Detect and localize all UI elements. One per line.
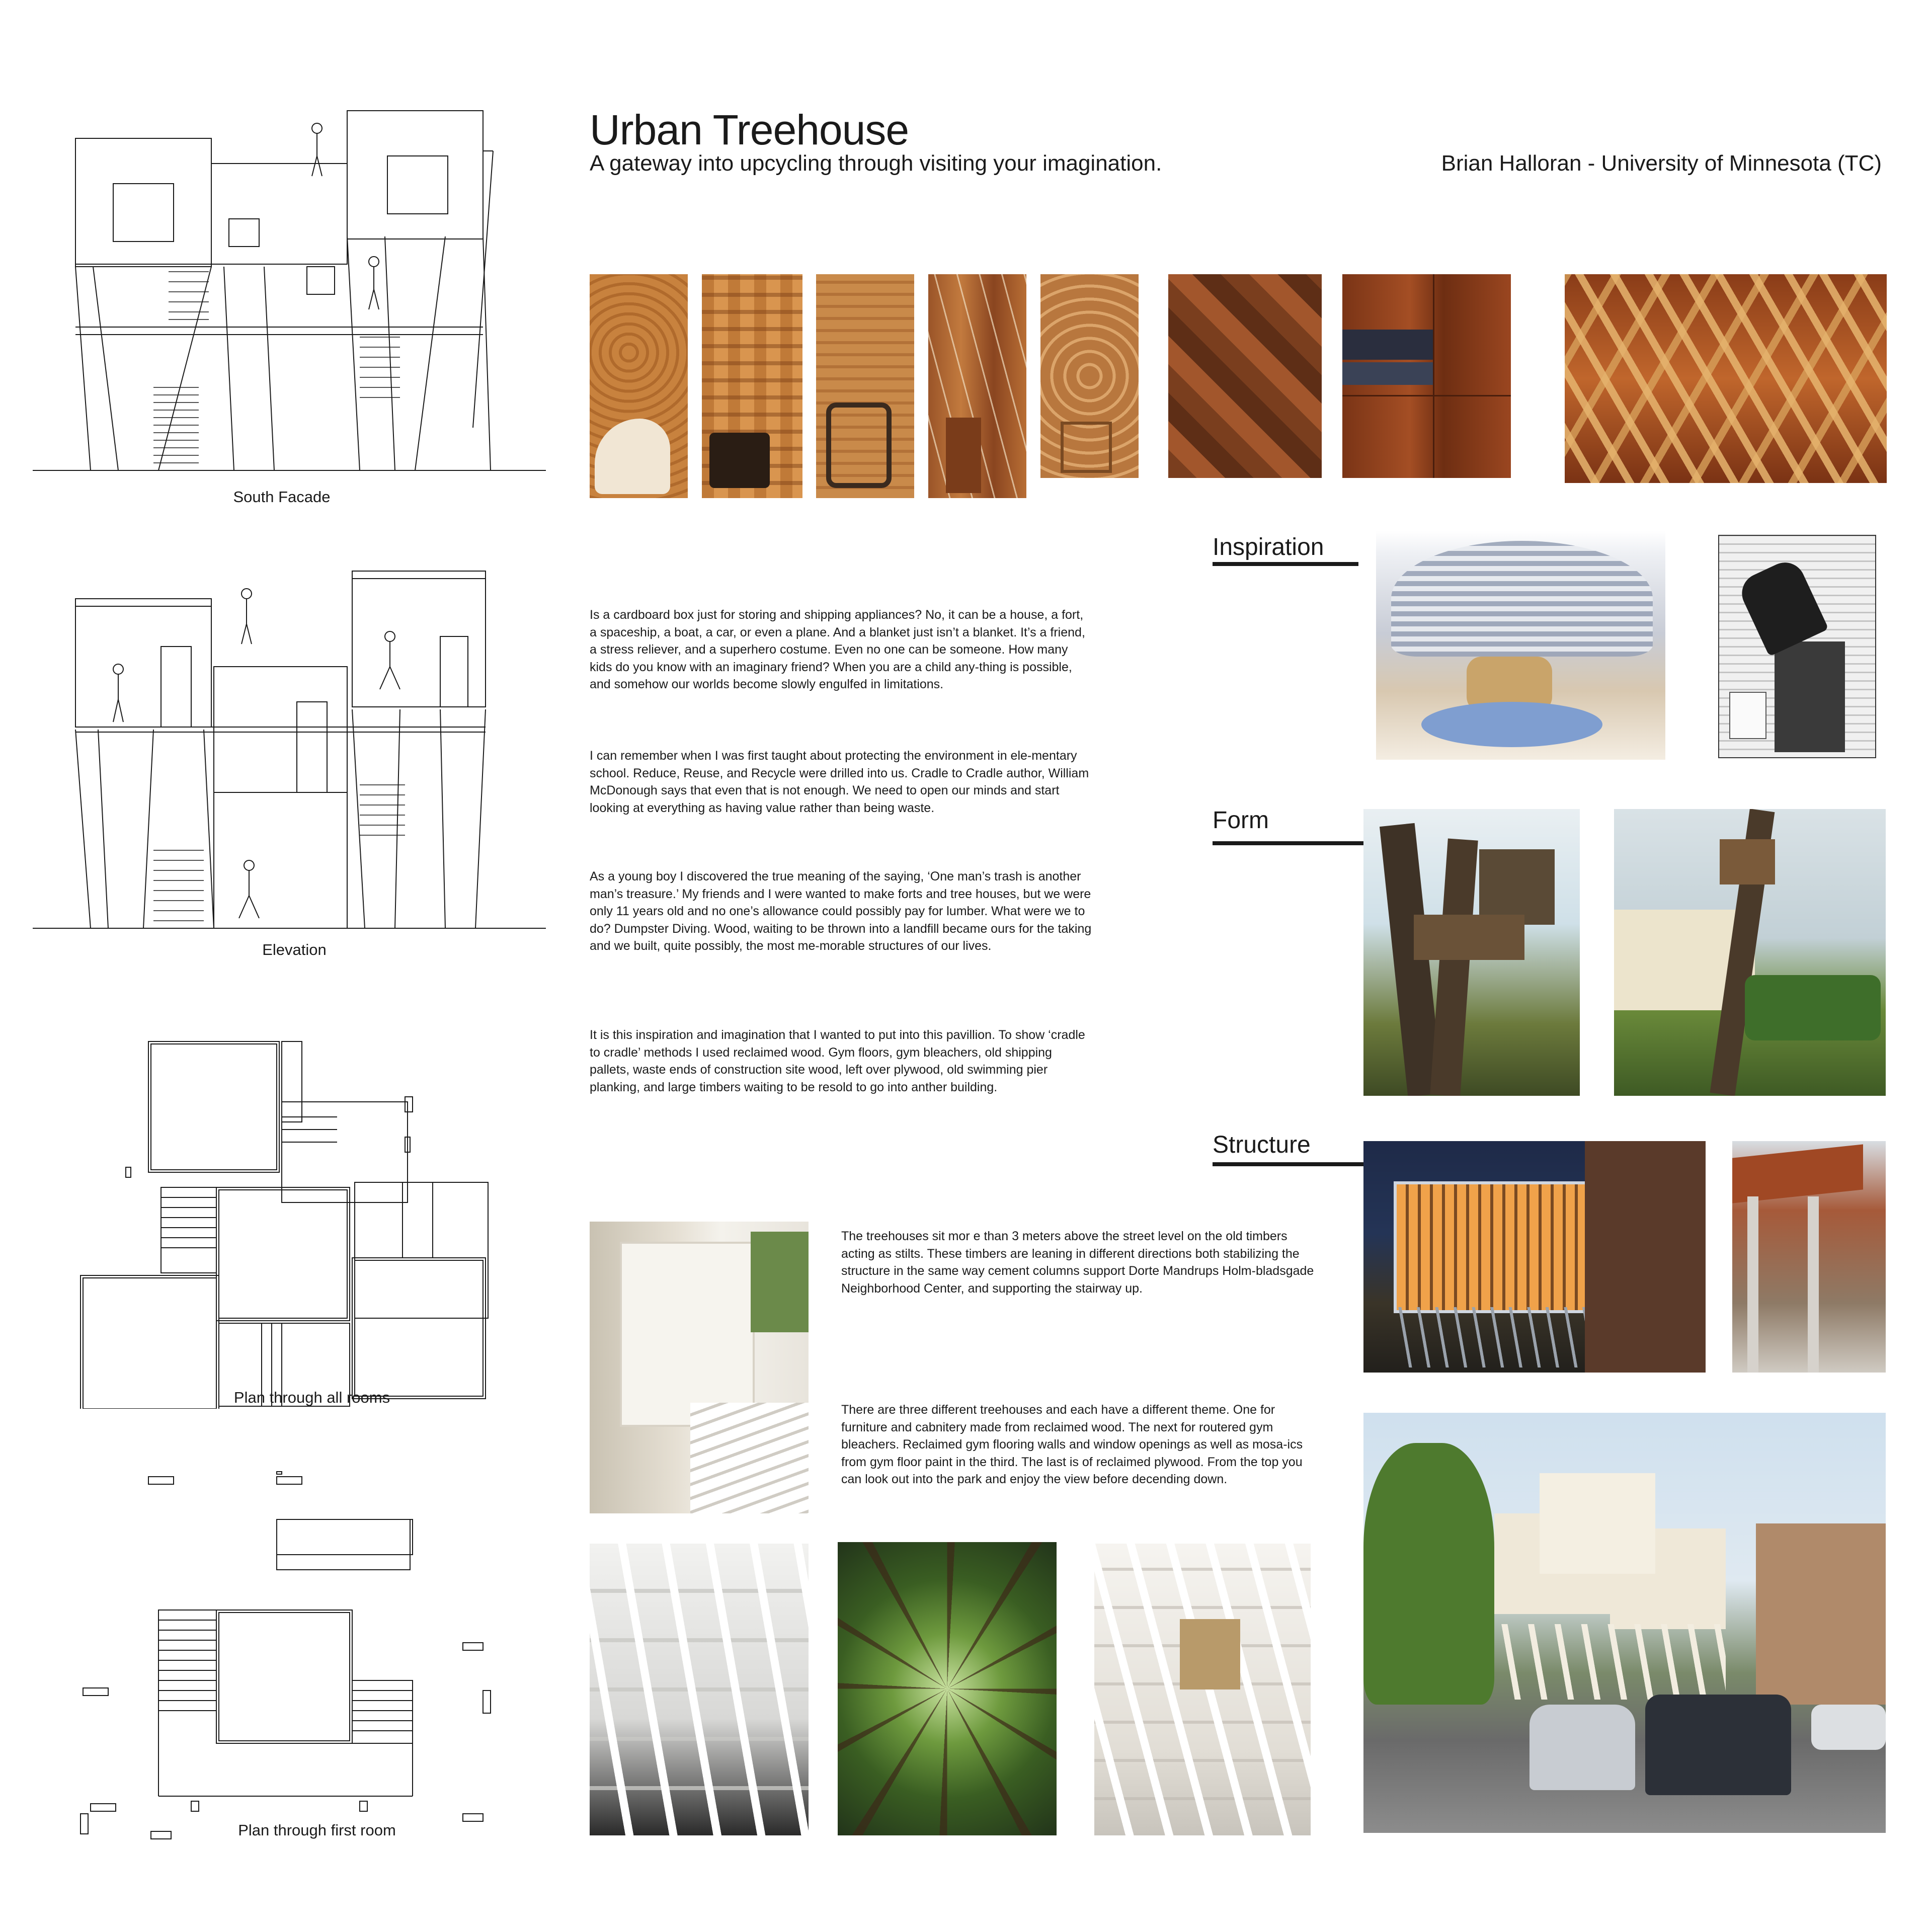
elevation-drawing xyxy=(33,569,546,936)
author-credit: Brian Halloran - University of Minnesota (TC) xyxy=(1441,151,1882,176)
caption-plan-first: Plan through first room xyxy=(238,1821,396,1839)
holmbladsgade-center-photo xyxy=(1363,1141,1706,1373)
dumpster-diving-photo xyxy=(1718,535,1876,758)
timber-truss-photo xyxy=(1565,274,1887,483)
treehouse-form-photo-1 xyxy=(1363,809,1580,1096)
wood-cabinet-photo xyxy=(1342,274,1511,478)
treehouse-render-photo xyxy=(1363,1413,1886,1833)
south-facade-drawing xyxy=(33,106,546,478)
page-subtitle: A gateway into upcycling through visiting your imagination. xyxy=(590,151,1162,176)
blanket-fort-photo xyxy=(1376,531,1665,760)
section-form-label: Form xyxy=(1213,807,1269,834)
caption-elevation: Elevation xyxy=(262,941,327,958)
grooved-panel-photo xyxy=(816,274,914,498)
forest-canopy-photo xyxy=(838,1542,1057,1835)
structure-paragraph-1: The treehouses sit mor e than 3 meters above the street level on the old timbers acting as stilts. These timbers are leaning in different directions both stabilizing the structure in the same way cement columns support Dorte Mandrups Holm-bladsgade Neighborhood Center, and supporting the stairway up. xyxy=(841,1229,1314,1296)
carved-panel-photo xyxy=(590,274,688,498)
essay-paragraph-1: Is a cardboard box just for storing and shipping appliances? No, it can be a house, a fort, a spaceship, a boat, a car, or even a plane. And a blanket just isn’t a blanket. It’s a friend, a stress reliever, and a superhero costume. Even no one can be someone. How many kids do you know with an imaginary friend? When you are a child any-thing is possible, and somehow our worlds become slowly engulfed in limitations. xyxy=(590,608,1085,691)
caption-south-facade: South Facade xyxy=(233,488,331,506)
model-underside-photo-2 xyxy=(1094,1544,1311,1835)
essay-paragraph-4: It is this inspiration and imagination that I wanted to put into this pavillion. To show ‘cradle to cradle’ methods I used reclaimed wood. Gym floors, gym bleachers, old shipping pallets, waste ends of construction site wood, left over plywood, old swimming pier planking, and large timbers waiting to be resold to go into anther building. xyxy=(590,1028,1085,1094)
page-title: Urban Treehouse xyxy=(590,106,909,153)
plan-first-room-drawing xyxy=(75,1469,493,1841)
section-inspiration-label: Inspiration xyxy=(1213,534,1324,560)
treehouse-form-photo-2 xyxy=(1614,809,1886,1096)
structure-paragraph-2: There are three different treehouses and each have a different theme. One for furniture and cabnitery made from reclaimed wood. The next for routered gym bleachers. Reclaimed gym flooring walls and window openings as well as mosa-ics from gym floor paint in the third. The last is of reclaimed plywood. From the top you can look out into the park and enjoy the view before decending down. xyxy=(841,1403,1303,1486)
essay-paragraph-2: I can remember when I was first taught about protecting the environment in ele-mentary school. Reduce, Reuse, and Recycle were drilled into us. Cradle to Cradle author, William McDonough says that even that is not enough. We need to open our minds and start looking at everything as having value rather than being waste. xyxy=(590,749,1089,815)
endgrain-floor-photo xyxy=(1168,274,1322,478)
model-stair-photo xyxy=(590,1222,809,1513)
routered-panel-photo xyxy=(702,274,802,498)
column-support-photo xyxy=(1732,1141,1886,1373)
model-underside-photo-1 xyxy=(590,1544,809,1835)
essay-paragraph-3: As a young boy I discovered the true meaning of the saying, ‘One man’s trash is another man’s treasure.’ My friends and I were wanted to make forts and tree houses, but we were only 11 years old and no one’s allowance could possibly pay for lumber. What were we to do? Dumpster Diving. Wood, waiting to be thrown into a landfill became ours for the taking and we built, quite possibly, the most me-morable structures of our lives. xyxy=(590,869,1092,953)
line-panel-photo xyxy=(928,274,1026,498)
section-structure-label: Structure xyxy=(1213,1132,1311,1158)
section-structure-rule xyxy=(1213,1162,1363,1166)
section-inspiration-rule xyxy=(1213,562,1358,566)
caption-plan-all: Plan through all rooms xyxy=(233,1389,390,1406)
ring-panel-photo xyxy=(1040,274,1139,478)
section-form-rule xyxy=(1213,841,1363,845)
plan-all-rooms-drawing xyxy=(70,1036,503,1409)
